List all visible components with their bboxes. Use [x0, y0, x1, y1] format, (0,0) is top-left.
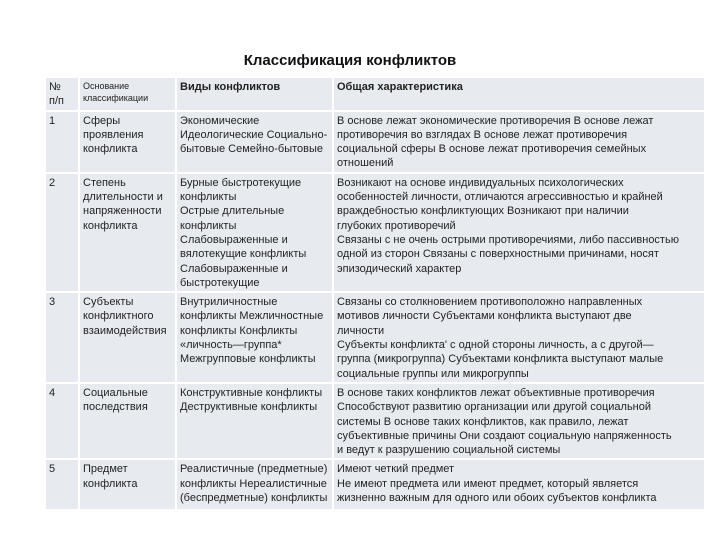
cell-types: Конструктивные конфликты Деструктивные конфликты — [176, 383, 333, 459]
cell-num: 4 — [45, 383, 79, 459]
cell-description: Возникают на основе индивидуальных психологических особенностей личности, отличаются агрессивностью и крайней враждебностью конфликтующих Возникают при наличии глубоких противоречий Связаны с не очень острыми противоречиями, либо пассивностью одной из сторон Связаны с поверхностными причинами, носят эпизодический характер — [333, 173, 705, 292]
page-title: Классификация конфликтов — [243, 52, 457, 69]
header-types: Виды конфликтов — [176, 77, 333, 111]
cell-num: 3 — [45, 292, 79, 383]
classification-table — [44, 76, 706, 511]
cell-types: Внутриличностные конфликты Межличностные конфликты Конфликты «личность—группа* Межгрупповые конфликты — [176, 292, 333, 383]
table-row — [45, 459, 705, 510]
cell-basis: Степень длительности и напряженности конфликта — [79, 173, 176, 292]
header-basis: Основание классификации — [79, 77, 176, 111]
table-row — [45, 111, 705, 173]
cell-description: Имеют четкий предмет Не имеют предмета или имеют предмет, который является жизненно важным для одного или обоих субъектов конфликта — [333, 459, 705, 510]
cell-basis: Сферы проявления конфликта — [79, 111, 176, 173]
header-description: Общая характеристика — [333, 77, 705, 111]
cell-types: Реалистичные (предметные) конфликты Нереалистичные (беспредметные) конфликты — [176, 459, 333, 510]
cell-basis: Субъекты конфликтного взаимодействия — [79, 292, 176, 383]
cell-num: 2 — [45, 173, 79, 292]
table-row — [45, 173, 705, 292]
table-header-row — [45, 77, 705, 111]
table-row — [45, 292, 705, 383]
cell-basis: Социальные последствия — [79, 383, 176, 459]
table-row — [45, 383, 705, 459]
header-num: № п/п — [45, 77, 79, 111]
cell-basis: Предмет конфликта — [79, 459, 176, 510]
cell-types: Экономические Идеологические Социально- бытовые Семейно-бытовые — [176, 111, 333, 173]
cell-num: 1 — [45, 111, 79, 173]
cell-num: 5 — [45, 459, 79, 510]
cell-description: В основе лежат экономические противоречия В основе лежат противоречия во взглядах В основе лежат противоречия социальной сферы В основе лежат противоречия семейных отношений — [333, 111, 705, 173]
cell-description: Связаны со столкновением противоположно направленных мотивов личности Субъектами конфликта выступают две личности Субъекты конфликта' с одной стороны личность, а с другой— группа (микрогруппа) Субъектами конфликта выступают малые социальные группы или микрогруппы — [333, 292, 705, 383]
cell-types: Бурные быстротекущие конфликты Острые длительные конфликты Слабовыраженные и вялотекущие конфликты Слабовыраженные и быстротекущие — [176, 173, 333, 292]
cell-description: В основе таких конфликтов лежат объективные противоречия Способствуют развитию организации или другой социальной системы В основе таких конфликтов, как правило, лежат субъективные причины Они создают социальную напряженность и ведут к разрушению социальной системы — [333, 383, 705, 459]
